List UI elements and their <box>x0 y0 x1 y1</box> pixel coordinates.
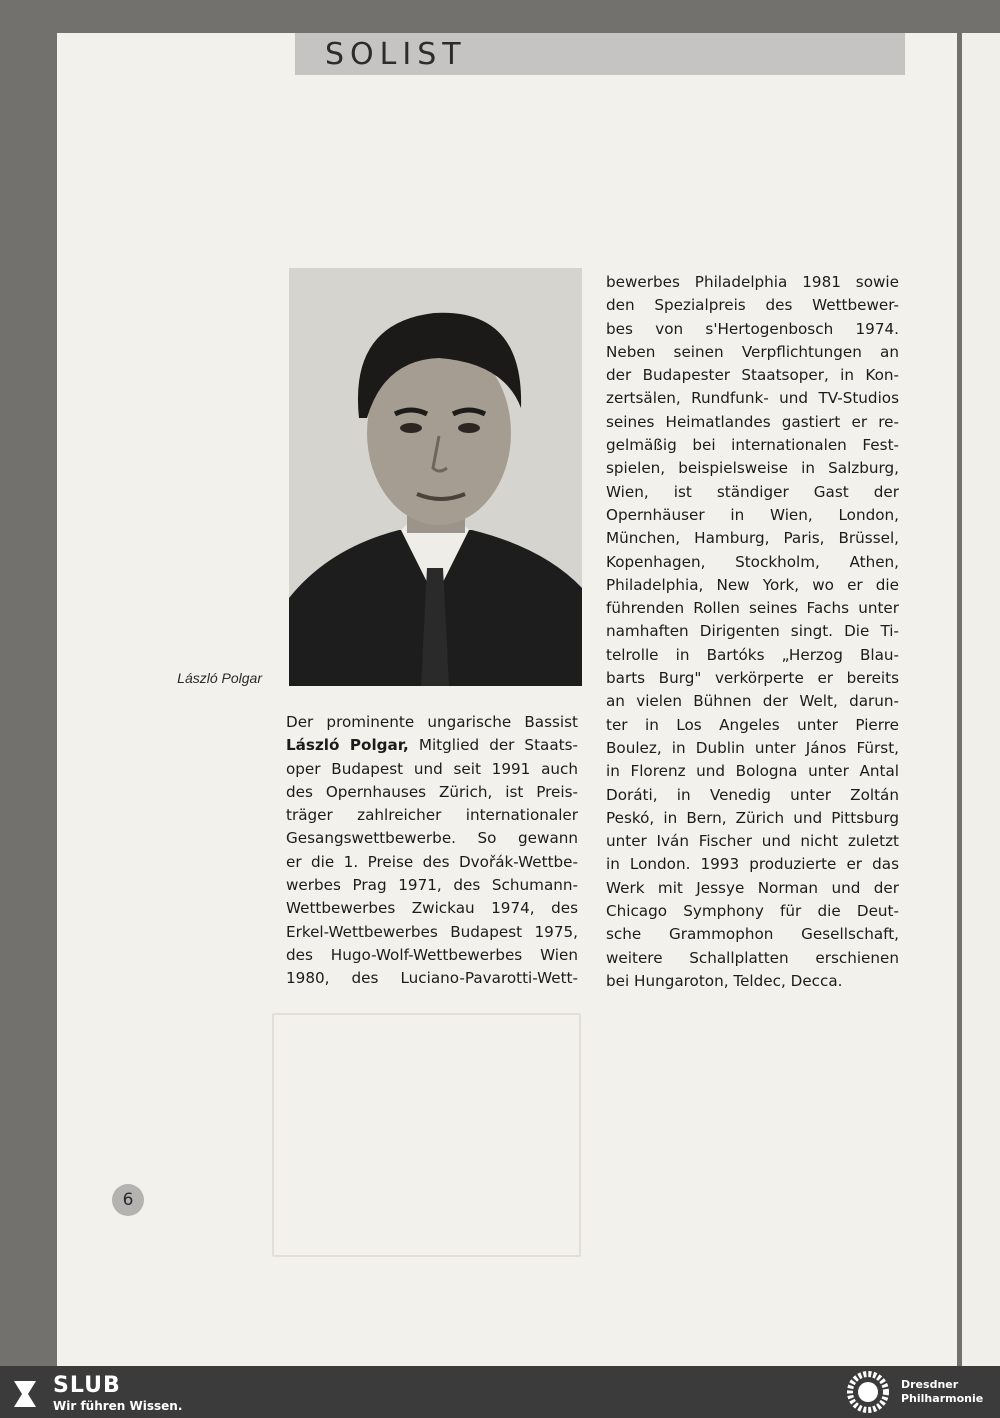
article-line: der Budapester Staatsoper, in Kon- <box>606 366 899 385</box>
article-line: Peskó, in Bern, Zürich und Pittsburg <box>606 808 899 827</box>
article-line: den Spezialpreis des Wettbewer- <box>606 296 899 315</box>
portrait-photo <box>289 268 582 686</box>
partner-name-line2: Philharmonie <box>901 1392 984 1405</box>
article-line <box>286 897 578 920</box>
article-line: Wien, ist ständiger Gast der <box>606 482 899 501</box>
article-line <box>286 967 578 990</box>
article-line <box>286 758 578 781</box>
article-line: spielen, beispielsweise in Salzburg, <box>606 459 899 478</box>
partner-name-line1: Dresdner <box>901 1378 959 1391</box>
line-text: des Opernhauses Zürich, ist Preis- <box>286 782 578 801</box>
line-text: Gesangswettbewerbe. So gewann <box>286 829 578 848</box>
line-text: Erkel-Wettbewerbes Budapest 1975, <box>286 922 578 941</box>
article-line: in Florenz und Bologna unter Antal <box>606 762 899 781</box>
portrait-illustration <box>289 268 582 686</box>
article-line: bes von s'Hertogenbosch 1974. <box>606 319 899 338</box>
line-text: 1980, des Luciano-Pavarotti-Wett- <box>286 969 578 988</box>
article-line <box>286 804 578 827</box>
slub-logo-icon <box>10 1379 44 1409</box>
line-text: Mitglied der Staats- <box>408 736 578 755</box>
article-column-left <box>286 711 578 991</box>
footer-bar <box>0 1366 1000 1418</box>
library-name: SLUB <box>53 1373 121 1398</box>
line-text: träger zahlreicher internationaler <box>286 806 578 825</box>
article-line <box>286 781 578 804</box>
article-line: Neben seinen Verpflichtungen an <box>606 342 899 361</box>
article-line: Chicago Symphony für die Deut- <box>606 902 899 921</box>
line-text: er die 1. Preise des Dvořák-Wettbe- <box>286 852 578 871</box>
photo-caption: László Polgar <box>177 670 262 686</box>
bold-name: László Polgar, <box>286 736 409 755</box>
section-title: SOLIST <box>325 37 467 72</box>
dresdner-philharmonie-logo-icon <box>840 1370 896 1414</box>
article-line: telrolle in Bartóks „Herzog Blau- <box>606 645 899 664</box>
line-text: des Hugo-Wolf-Wettbewerbes Wien <box>286 945 578 964</box>
article-line <box>286 874 578 897</box>
article-line: seines Heimatlandes gastiert er re- <box>606 412 899 431</box>
section-header <box>295 33 905 75</box>
line-text: Wettbewerbes Zwickau 1974, des <box>286 899 578 918</box>
brochure-page <box>57 33 957 1366</box>
library-tagline: Wir führen Wissen. <box>53 1399 183 1413</box>
article-line <box>286 921 578 944</box>
article-line: unter Iván Fischer und nicht zuletzt <box>606 832 899 851</box>
article-line: an vielen Bühnen der Welt, darun- <box>606 692 899 711</box>
article-line: Kopenhagen, Stockholm, Athen, <box>606 552 899 571</box>
article-line: weitere Schallplatten erschienen <box>606 948 899 967</box>
article-line: München, Hamburg, Paris, Brüssel, <box>606 529 899 548</box>
article-line: in London. 1993 produzierte er das <box>606 855 899 874</box>
article-line: zertsälen, Rundfunk- und TV-Studios <box>606 389 899 408</box>
article-line <box>286 734 578 757</box>
article-column-right <box>606 271 899 993</box>
article-line: sche Grammophon Gesellschaft, <box>606 925 899 944</box>
article-line: führenden Rollen seines Fachs unter <box>606 599 899 618</box>
article-line: namhaften Dirigenten singt. Die Ti- <box>606 622 899 641</box>
line-text: oper Budapest und seit 1991 auch <box>286 759 578 778</box>
article-line: barts Burg" verkörperte er bereits <box>606 669 899 688</box>
page-number: 6 <box>112 1184 144 1216</box>
article-line: gelmäßig bei internationalen Fest- <box>606 436 899 455</box>
article-line: Philadelphia, New York, wo er die <box>606 575 899 594</box>
article-line: ter in Los Angeles unter Pierre <box>606 715 899 734</box>
article-line <box>286 944 578 967</box>
line-text: Der prominente ungarische Bassist <box>286 713 578 731</box>
article-line <box>286 851 578 874</box>
article-line: bei Hungaroton, Teldec, Decca. <box>606 971 843 990</box>
article-line <box>286 827 578 850</box>
adjacent-page-edge <box>962 33 1000 1366</box>
line-text: werbes Prag 1971, des Schumann- <box>286 876 578 895</box>
article-line <box>286 711 578 734</box>
partner-name <box>901 1378 983 1406</box>
article-line: Werk mit Jessye Norman und der <box>606 878 899 897</box>
article-line: bewerbes Philadelphia 1981 sowie <box>606 273 899 291</box>
article-line: Doráti, in Venedig unter Zoltán <box>606 785 899 804</box>
article-line: Opernhäuser in Wien, London, <box>606 505 899 524</box>
show-through-ad-frame <box>272 1013 581 1257</box>
article-line: Boulez, in Dublin unter János Fürst, <box>606 738 899 757</box>
